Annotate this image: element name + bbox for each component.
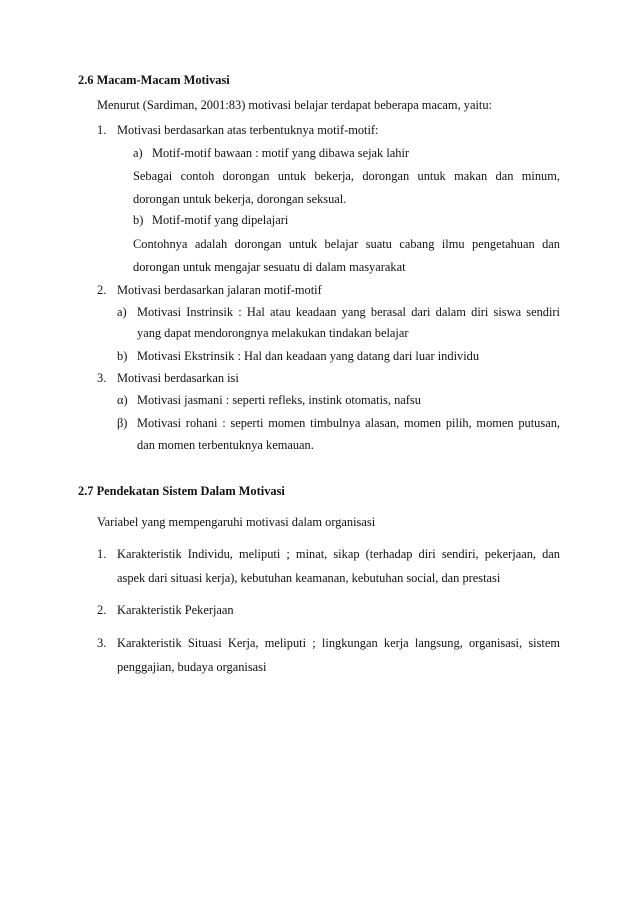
section-2-6-intro: Menurut (Sardiman, 2001:83) motivasi belajar terdapat beberapa macam, yaitu: — [97, 98, 492, 112]
list-item-text: Motivasi berdasarkan atas terbentuknya motif-motif: — [117, 123, 379, 137]
sub-marker: a) — [117, 305, 127, 319]
list-item-line: aspek dari situasi kerja), kebutuhan keamanan, kebutuhan social, dan prestasi — [117, 571, 501, 585]
sub-item-line: Motivasi Instrinsik : Hal atau keadaan yang berasal dari dalam diri siswa sendiri — [137, 305, 560, 319]
sub-item-desc-line: Sebagai contoh dorongan untuk bekerja, dorongan untuk makan dan minum, — [133, 169, 560, 183]
list-item-text: Motivasi berdasarkan jalaran motif-motif — [117, 283, 322, 297]
sub-item-desc-line: Contohnya adalah dorongan untuk belajar suatu cabang ilmu pengetahuan dan — [133, 237, 560, 251]
sub-item-line: Motivasi rohani : seperti momen timbulnya alasan, momen pilih, momen putusan, — [137, 416, 560, 430]
list-marker: 3. — [97, 371, 107, 385]
section-2-7-heading: 2.7 Pendekatan Sistem Dalam Motivasi — [78, 484, 285, 498]
section-2-7-intro: Variabel yang mempengaruhi motivasi dalam organisasi — [97, 515, 376, 529]
sub-marker: β) — [117, 416, 128, 430]
list-marker: 1. — [97, 123, 107, 137]
sub-item-line: yang dapat mendorongnya melakukan tindakan belajar — [137, 326, 409, 340]
list-marker: 2. — [97, 603, 107, 617]
sub-marker: b) — [133, 213, 144, 227]
sub-marker: b) — [117, 349, 128, 363]
sub-item-line: Motivasi jasmani : seperti refleks, instink otomatis, nafsu — [137, 393, 421, 407]
list-item-line: Karakteristik Situasi Kerja, meliputi ; lingkungan kerja langsung, organisasi, sistem — [117, 636, 560, 650]
sub-item-desc-line: dorongan untuk bekerja, dorongan seksual. — [133, 192, 347, 206]
sub-marker: α) — [117, 393, 128, 407]
list-item-line: Karakteristik Pekerjaan — [117, 603, 234, 617]
list-marker: 1. — [97, 547, 107, 561]
list-item-line: penggajian, budaya organisasi — [117, 660, 267, 674]
sub-item-title: Motif-motif yang dipelajari — [152, 213, 289, 227]
sub-item-desc-line: dorongan untuk mengajar sesuatu di dalam masyarakat — [133, 260, 406, 274]
list-item-text: Motivasi berdasarkan isi — [117, 371, 239, 385]
sub-item-title: Motif-motif bawaan : motif yang dibawa sejak lahir — [152, 146, 410, 160]
list-marker: 3. — [97, 636, 107, 650]
sub-item-line: dan momen terbentuknya kemauan. — [137, 438, 314, 452]
list-marker: 2. — [97, 283, 107, 297]
sub-item-line: Motivasi Ekstrinsik : Hal dan keadaan yang datang dari luar individu — [137, 349, 480, 363]
section-2-6-heading: 2.6 Macam-Macam Motivasi — [78, 73, 230, 87]
sub-marker: a) — [133, 146, 143, 160]
list-item-line: Karakteristik Individu, meliputi ; minat, sikap (terhadap diri sendiri, pekerjaan, dan — [117, 547, 560, 561]
